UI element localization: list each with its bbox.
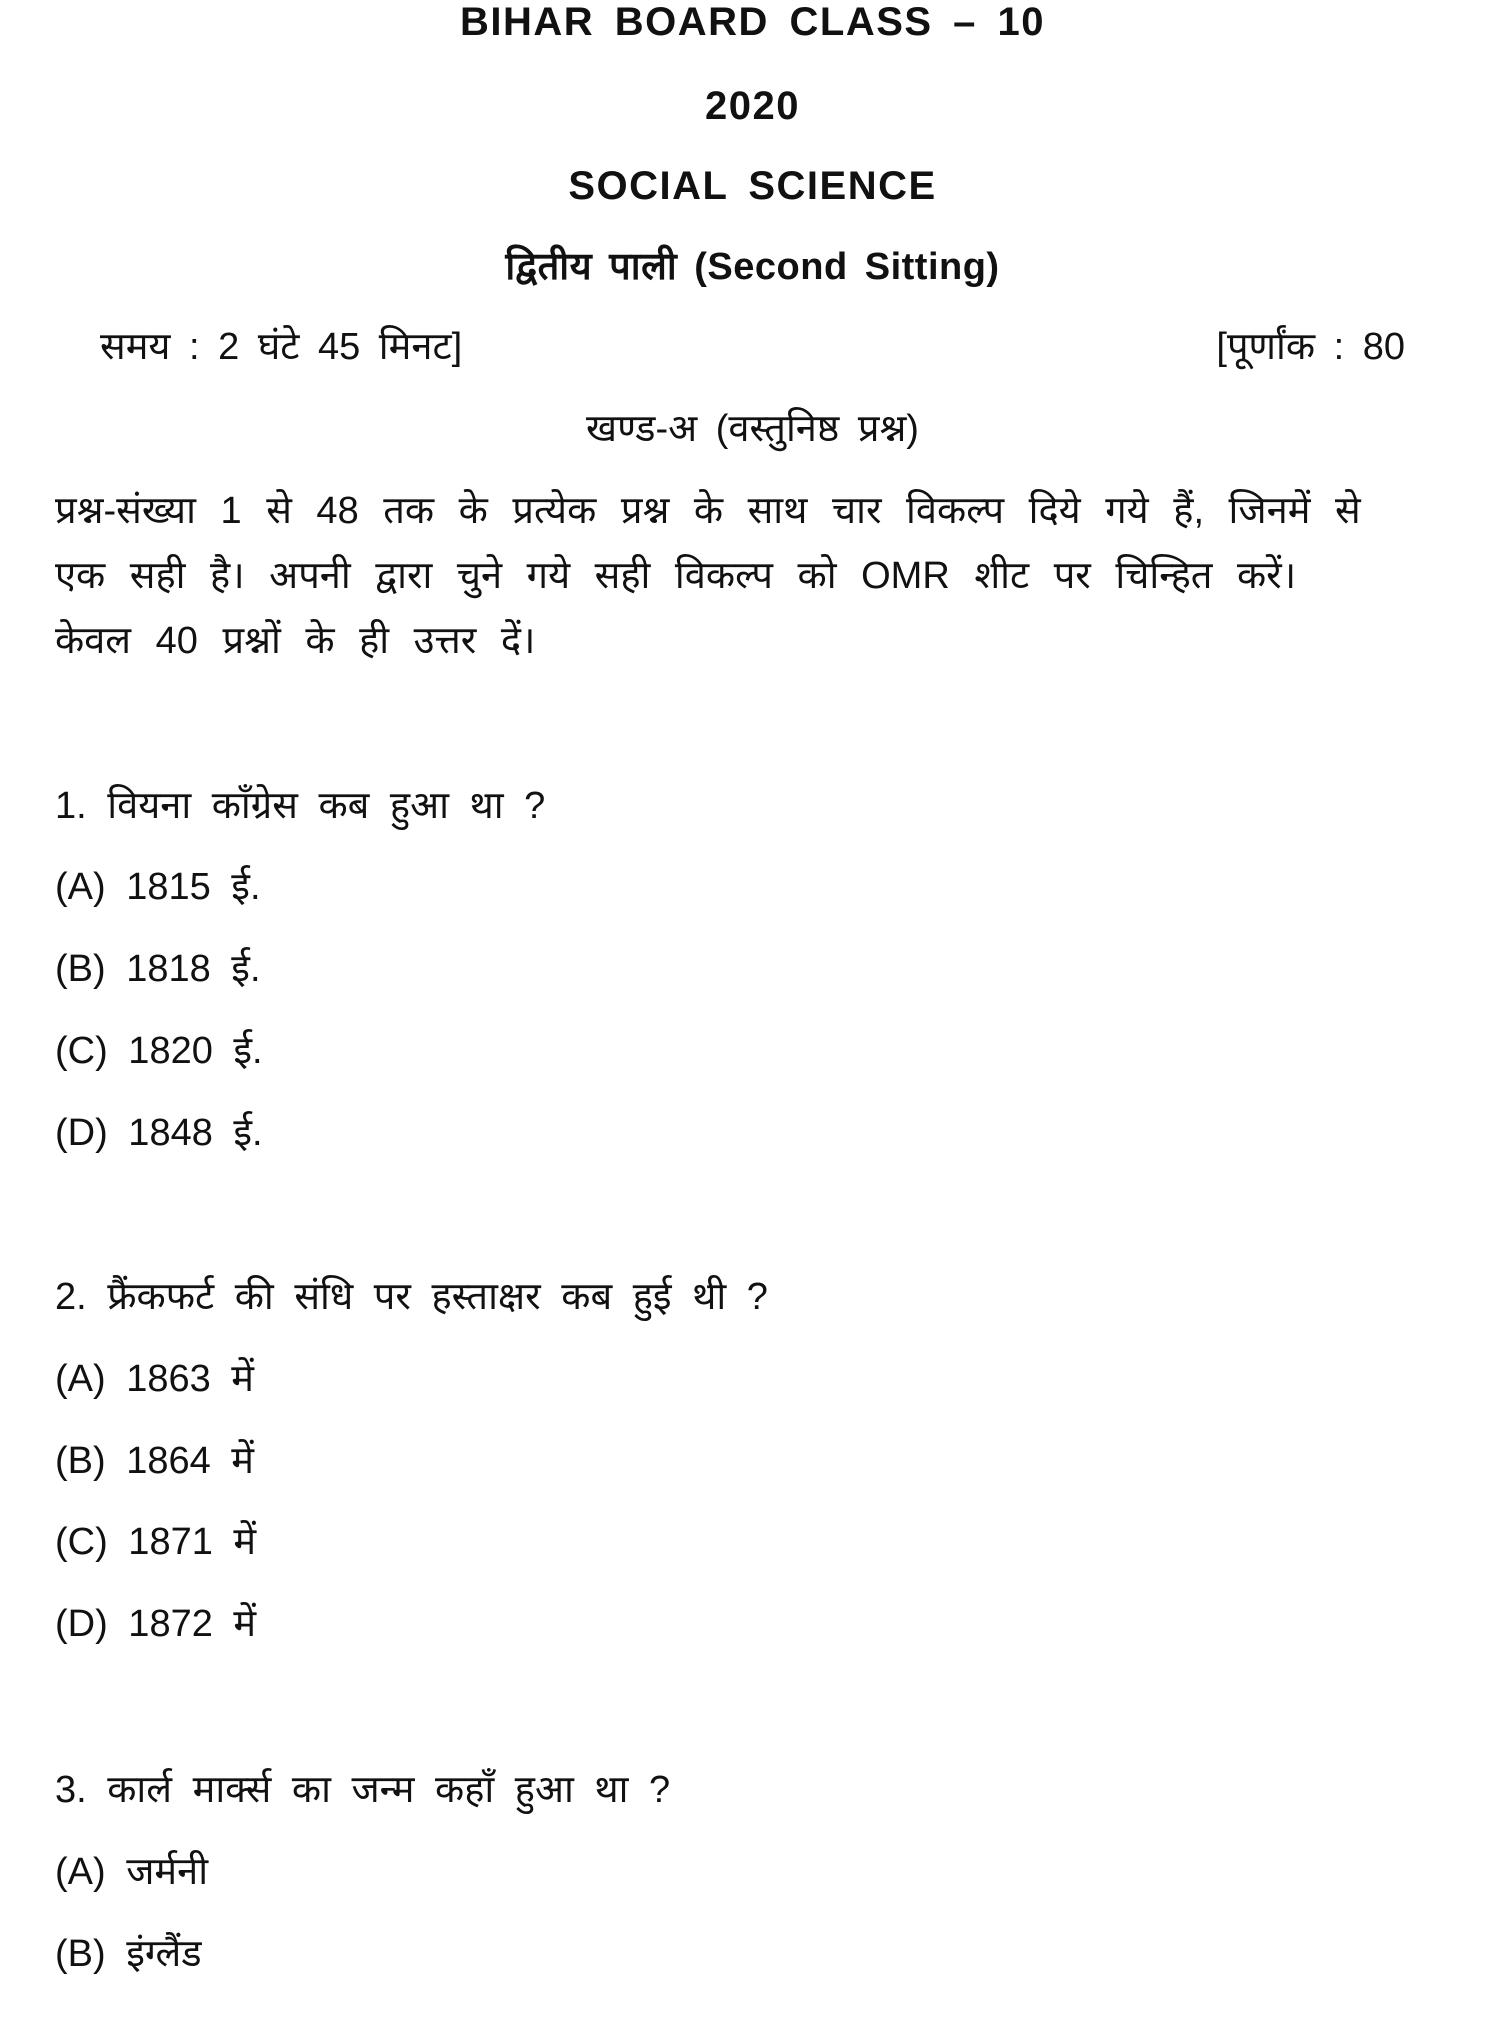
paper-sitting: द्वितीय पाली (Second Sitting): [505, 246, 1000, 288]
full-marks: [पूर्णांक : 80: [1216, 326, 1405, 368]
option-b: (B) 1864 में: [55, 1440, 255, 1482]
option-a: (A) 1815 ई.: [55, 866, 261, 908]
paper-subject: SOCIAL SCIENCE: [568, 164, 937, 208]
question-text: 3. कार्ल मार्क्स का जन्म कहाँ हुआ था ?: [55, 1769, 671, 1811]
option-c: (C) 1820 ई.: [55, 1030, 263, 1072]
paper-title: BIHAR BOARD CLASS – 10: [459, 0, 1046, 44]
exam-time: समय : 2 घंटे 45 मिनट]: [100, 326, 463, 368]
option-c: (C) 1871 में: [55, 1521, 257, 1563]
option-b: (B) 1818 ई.: [55, 948, 261, 990]
section-heading: खण्ड-अ (वस्तुनिष्ठ प्रश्न): [586, 408, 919, 450]
instruction-line: प्रश्न-संख्या 1 से 48 तक के प्रत्येक प्रश्न के साथ चार विकल्प दिये गये हैं, जिनमें से: [55, 490, 1361, 532]
option-d: (D) 1872 में: [55, 1603, 257, 1645]
question-text: 1. वियना काँग्रेस कब हुआ था ?: [55, 785, 546, 827]
question-text: 2. फ्रैंकफर्ट की संधि पर हस्ताक्षर कब हुई थी ?: [55, 1276, 768, 1318]
instruction-line: केवल 40 प्रश्नों के ही उत्तर दें।: [55, 620, 536, 662]
paper-year: 2020: [705, 84, 800, 128]
option-a: (A) 1863 में: [55, 1358, 255, 1400]
option-b: (B) इंग्लैंड: [55, 1933, 202, 1975]
option-d: (D) 1848 ई.: [55, 1112, 263, 1154]
instruction-line: एक सही है। अपनी द्वारा चुने गये सही विकल्प को OMR शीट पर चिन्हित करें।: [55, 555, 1297, 597]
option-a: (A) जर्मनी: [55, 1851, 209, 1893]
